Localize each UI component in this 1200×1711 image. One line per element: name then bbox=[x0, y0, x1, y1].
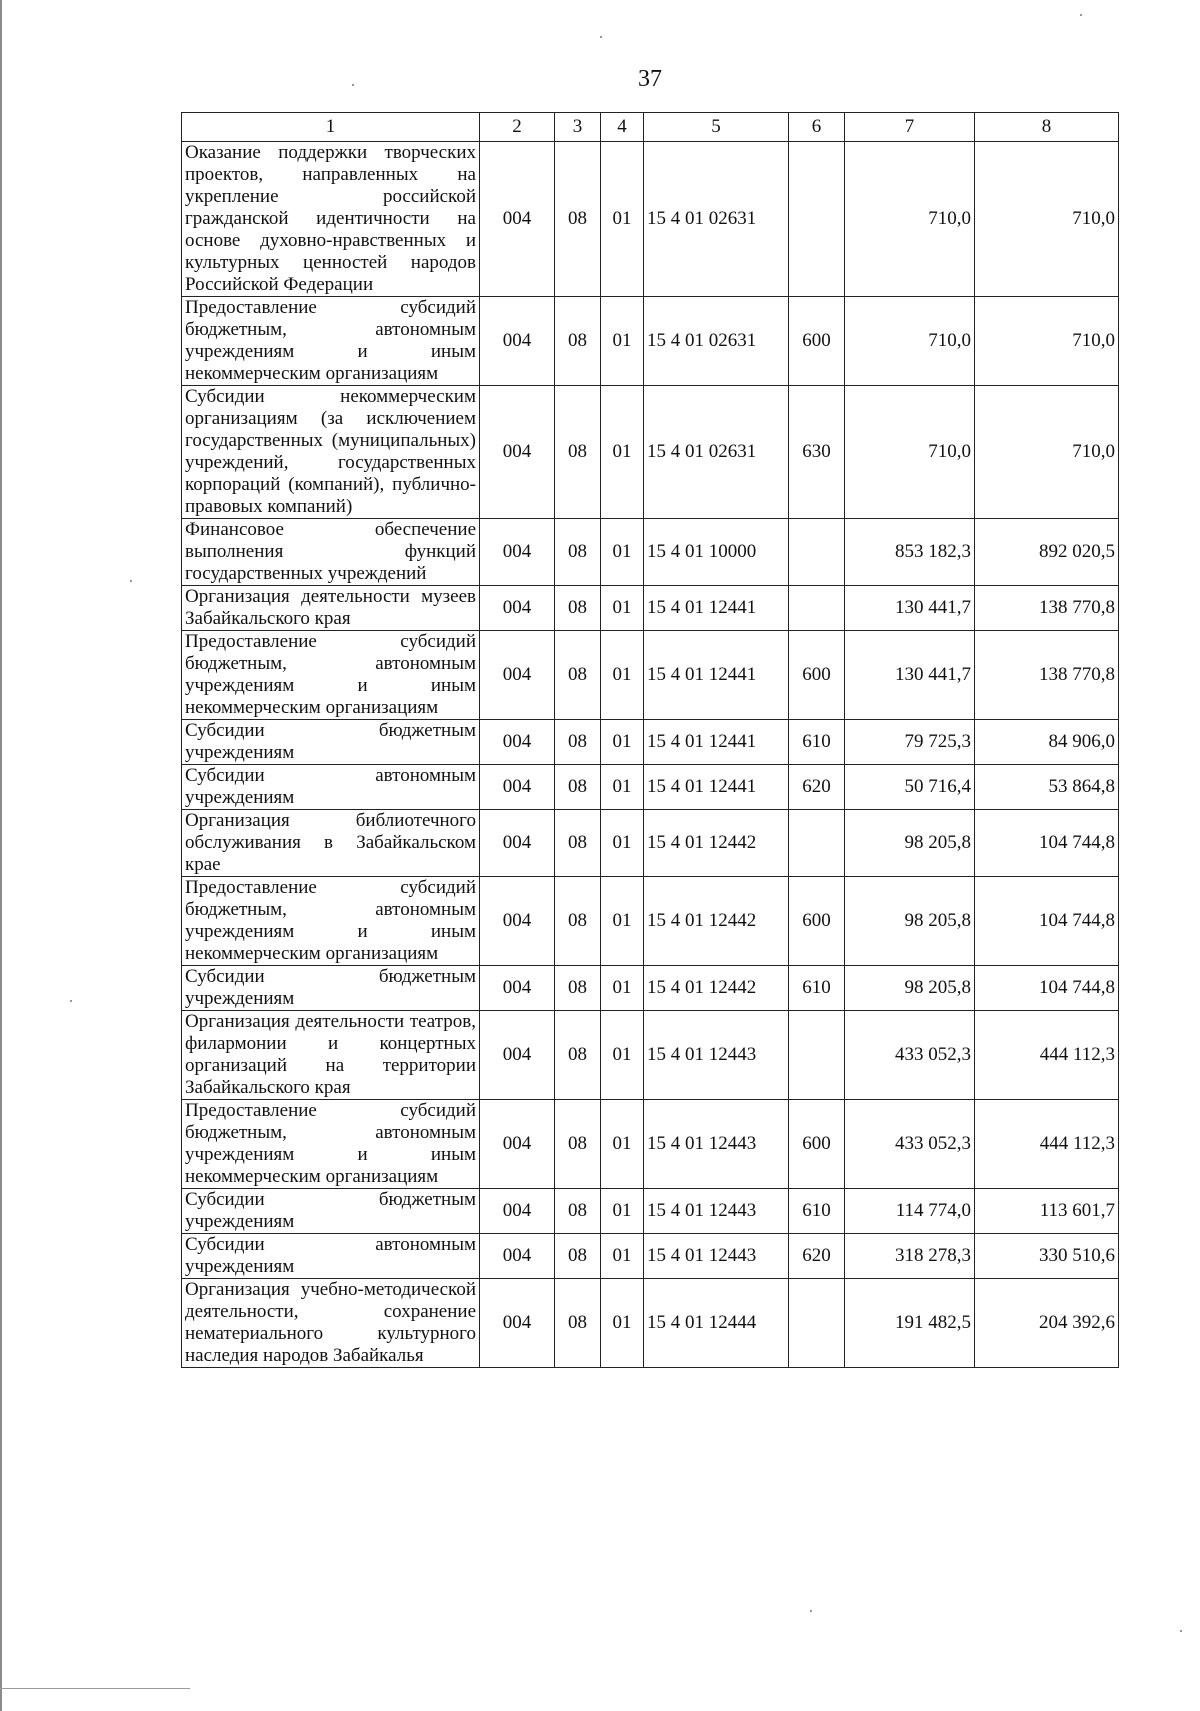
cell-subsection: 01 bbox=[601, 297, 644, 386]
cell-amount-col7: 114 774,0 bbox=[845, 1189, 975, 1234]
column-header: 6 bbox=[789, 113, 845, 142]
scan-left-edge bbox=[0, 0, 2, 1711]
cell-amount-col8: 104 744,8 bbox=[975, 810, 1119, 877]
cell-code: 004 bbox=[480, 586, 555, 631]
cell-expense-type bbox=[789, 519, 845, 586]
cell-target-article: 15 4 01 12441 bbox=[644, 586, 789, 631]
cell-target-article: 15 4 01 02631 bbox=[644, 142, 789, 297]
cell-section: 08 bbox=[555, 720, 601, 765]
cell-amount-col8: 710,0 bbox=[975, 297, 1119, 386]
cell-expense-type: 600 bbox=[789, 297, 845, 386]
cell-expense-type: 610 bbox=[789, 1189, 845, 1234]
row-name: Организация учебно-методической деятельности, сохранение нематериального культурного наследия народов Забайкалья bbox=[182, 1279, 480, 1368]
column-header: 5 bbox=[644, 113, 789, 142]
cell-subsection: 01 bbox=[601, 631, 644, 720]
cell-amount-col8: 204 392,6 bbox=[975, 1279, 1119, 1368]
cell-amount-col8: 138 770,8 bbox=[975, 631, 1119, 720]
scan-bottom-mark bbox=[0, 1688, 190, 1689]
table-row bbox=[182, 386, 1119, 519]
cell-expense-type: 620 bbox=[789, 1234, 845, 1279]
cell-code: 004 bbox=[480, 386, 555, 519]
cell-code: 004 bbox=[480, 1189, 555, 1234]
table-row bbox=[182, 966, 1119, 1011]
cell-target-article: 15 4 01 12442 bbox=[644, 877, 789, 966]
cell-amount-col7: 318 278,3 bbox=[845, 1234, 975, 1279]
cell-amount-col8: 710,0 bbox=[975, 142, 1119, 297]
table-row bbox=[182, 765, 1119, 810]
cell-amount-col7: 433 052,3 bbox=[845, 1011, 975, 1100]
table-header-row bbox=[182, 113, 1119, 142]
cell-subsection: 01 bbox=[601, 810, 644, 877]
cell-code: 004 bbox=[480, 877, 555, 966]
cell-subsection: 01 bbox=[601, 966, 644, 1011]
table-row bbox=[182, 877, 1119, 966]
cell-expense-type bbox=[789, 810, 845, 877]
table-row bbox=[182, 810, 1119, 877]
cell-target-article: 15 4 01 12444 bbox=[644, 1279, 789, 1368]
row-name: Субсидии бюджетным учреждениям bbox=[182, 1189, 480, 1234]
cell-section: 08 bbox=[555, 586, 601, 631]
table-row bbox=[182, 586, 1119, 631]
scan-speck bbox=[600, 36, 602, 38]
cell-subsection: 01 bbox=[601, 586, 644, 631]
cell-target-article: 15 4 01 12443 bbox=[644, 1100, 789, 1189]
cell-target-article: 15 4 01 12442 bbox=[644, 966, 789, 1011]
cell-amount-col7: 710,0 bbox=[845, 142, 975, 297]
cell-section: 08 bbox=[555, 1011, 601, 1100]
cell-code: 004 bbox=[480, 519, 555, 586]
cell-section: 08 bbox=[555, 297, 601, 386]
cell-expense-type: 610 bbox=[789, 720, 845, 765]
cell-expense-type: 630 bbox=[789, 386, 845, 519]
cell-amount-col8: 113 601,7 bbox=[975, 1189, 1119, 1234]
column-header: 7 bbox=[845, 113, 975, 142]
cell-amount-col7: 98 205,8 bbox=[845, 810, 975, 877]
cell-target-article: 15 4 01 12441 bbox=[644, 720, 789, 765]
cell-code: 004 bbox=[480, 1011, 555, 1100]
cell-subsection: 01 bbox=[601, 1100, 644, 1189]
cell-expense-type bbox=[789, 586, 845, 631]
cell-amount-col7: 191 482,5 bbox=[845, 1279, 975, 1368]
cell-amount-col7: 710,0 bbox=[845, 297, 975, 386]
row-name: Предоставление субсидий бюджетным, автономным учреждениям и иным некоммерческим организациям bbox=[182, 297, 480, 386]
cell-section: 08 bbox=[555, 519, 601, 586]
cell-amount-col7: 433 052,3 bbox=[845, 1100, 975, 1189]
cell-subsection: 01 bbox=[601, 386, 644, 519]
table-row bbox=[182, 1100, 1119, 1189]
table-row bbox=[182, 720, 1119, 765]
cell-amount-col7: 130 441,7 bbox=[845, 586, 975, 631]
cell-subsection: 01 bbox=[601, 519, 644, 586]
table-row bbox=[182, 1011, 1119, 1100]
cell-amount-col7: 98 205,8 bbox=[845, 877, 975, 966]
page-number: 37 bbox=[638, 66, 662, 92]
cell-amount-col7: 98 205,8 bbox=[845, 966, 975, 1011]
cell-amount-col8: 84 906,0 bbox=[975, 720, 1119, 765]
column-header: 3 bbox=[555, 113, 601, 142]
cell-target-article: 15 4 01 12442 bbox=[644, 810, 789, 877]
row-name: Субсидии некоммерческим организациям (за исключением государственных (муниципальных) учреждений, государственных корпораций (компаний), публично-правовых компаний) bbox=[182, 386, 480, 519]
cell-amount-col8: 444 112,3 bbox=[975, 1011, 1119, 1100]
cell-expense-type: 610 bbox=[789, 966, 845, 1011]
cell-section: 08 bbox=[555, 810, 601, 877]
row-name: Предоставление субсидий бюджетным, автономным учреждениям и иным некоммерческим организациям bbox=[182, 877, 480, 966]
cell-section: 08 bbox=[555, 1189, 601, 1234]
cell-section: 08 bbox=[555, 765, 601, 810]
cell-subsection: 01 bbox=[601, 720, 644, 765]
cell-section: 08 bbox=[555, 877, 601, 966]
cell-subsection: 01 bbox=[601, 1189, 644, 1234]
column-header: 4 bbox=[601, 113, 644, 142]
cell-code: 004 bbox=[480, 720, 555, 765]
cell-expense-type bbox=[789, 1279, 845, 1368]
cell-code: 004 bbox=[480, 142, 555, 297]
cell-section: 08 bbox=[555, 966, 601, 1011]
cell-section: 08 bbox=[555, 1279, 601, 1368]
row-name: Субсидии бюджетным учреждениям bbox=[182, 966, 480, 1011]
cell-expense-type: 620 bbox=[789, 765, 845, 810]
row-name: Оказание поддержки творческих проектов, направленных на укрепление российской гражданской идентичности на основе духовно-нравственных и культурных ценностей народов Российской Федерации bbox=[182, 142, 480, 297]
cell-amount-col7: 710,0 bbox=[845, 386, 975, 519]
scan-speck bbox=[810, 1610, 812, 1612]
cell-target-article: 15 4 01 12441 bbox=[644, 765, 789, 810]
column-header: 8 bbox=[975, 113, 1119, 142]
table-row bbox=[182, 631, 1119, 720]
cell-section: 08 bbox=[555, 142, 601, 297]
scan-speck bbox=[352, 84, 354, 86]
table-row bbox=[182, 1234, 1119, 1279]
row-name: Предоставление субсидий бюджетным, автономным учреждениям и иным некоммерческим организациям bbox=[182, 1100, 480, 1189]
cell-subsection: 01 bbox=[601, 1011, 644, 1100]
cell-subsection: 01 bbox=[601, 877, 644, 966]
cell-target-article: 15 4 01 12443 bbox=[644, 1189, 789, 1234]
cell-target-article: 15 4 01 02631 bbox=[644, 386, 789, 519]
scan-speck bbox=[1080, 14, 1082, 16]
scan-speck bbox=[1180, 1630, 1182, 1632]
cell-subsection: 01 bbox=[601, 765, 644, 810]
cell-code: 004 bbox=[480, 297, 555, 386]
scan-speck bbox=[70, 1000, 72, 1002]
row-name: Субсидии бюджетным учреждениям bbox=[182, 720, 480, 765]
table-row bbox=[182, 142, 1119, 297]
table-row bbox=[182, 297, 1119, 386]
table-row bbox=[182, 519, 1119, 586]
column-header: 2 bbox=[480, 113, 555, 142]
cell-section: 08 bbox=[555, 631, 601, 720]
table-row bbox=[182, 1279, 1119, 1368]
cell-amount-col7: 853 182,3 bbox=[845, 519, 975, 586]
cell-amount-col8: 710,0 bbox=[975, 386, 1119, 519]
row-name: Предоставление субсидий бюджетным, автономным учреждениям и иным некоммерческим организациям bbox=[182, 631, 480, 720]
cell-code: 004 bbox=[480, 1100, 555, 1189]
cell-amount-col8: 330 510,6 bbox=[975, 1234, 1119, 1279]
row-name: Организация деятельности музеев Забайкальского края bbox=[182, 586, 480, 631]
cell-amount-col8: 138 770,8 bbox=[975, 586, 1119, 631]
table-row bbox=[182, 1189, 1119, 1234]
budget-table bbox=[181, 112, 1119, 1368]
cell-subsection: 01 bbox=[601, 1234, 644, 1279]
row-name: Организация библиотечного обслуживания в Забайкальском крае bbox=[182, 810, 480, 877]
cell-expense-type: 600 bbox=[789, 631, 845, 720]
cell-target-article: 15 4 01 12443 bbox=[644, 1234, 789, 1279]
cell-amount-col7: 50 716,4 bbox=[845, 765, 975, 810]
column-header: 1 bbox=[182, 113, 480, 142]
cell-expense-type bbox=[789, 1011, 845, 1100]
scan-speck bbox=[130, 580, 132, 582]
cell-code: 004 bbox=[480, 810, 555, 877]
cell-target-article: 15 4 01 02631 bbox=[644, 297, 789, 386]
cell-subsection: 01 bbox=[601, 142, 644, 297]
cell-code: 004 bbox=[480, 765, 555, 810]
cell-code: 004 bbox=[480, 1279, 555, 1368]
cell-amount-col8: 104 744,8 bbox=[975, 877, 1119, 966]
row-name: Субсидии автономным учреждениям bbox=[182, 765, 480, 810]
row-name: Организация деятельности театров, филармонии и концертных организаций на территории Забайкальского края bbox=[182, 1011, 480, 1100]
cell-code: 004 bbox=[480, 631, 555, 720]
cell-target-article: 15 4 01 12443 bbox=[644, 1011, 789, 1100]
cell-section: 08 bbox=[555, 1100, 601, 1189]
cell-amount-col8: 53 864,8 bbox=[975, 765, 1119, 810]
cell-section: 08 bbox=[555, 386, 601, 519]
cell-subsection: 01 bbox=[601, 1279, 644, 1368]
cell-expense-type: 600 bbox=[789, 1100, 845, 1189]
cell-target-article: 15 4 01 12441 bbox=[644, 631, 789, 720]
cell-amount-col8: 104 744,8 bbox=[975, 966, 1119, 1011]
cell-amount-col7: 130 441,7 bbox=[845, 631, 975, 720]
cell-amount-col8: 444 112,3 bbox=[975, 1100, 1119, 1189]
cell-code: 004 bbox=[480, 1234, 555, 1279]
row-name: Субсидии автономным учреждениям bbox=[182, 1234, 480, 1279]
row-name: Финансовое обеспечение выполнения функций государственных учреждений bbox=[182, 519, 480, 586]
cell-code: 004 bbox=[480, 966, 555, 1011]
cell-amount-col7: 79 725,3 bbox=[845, 720, 975, 765]
cell-expense-type: 600 bbox=[789, 877, 845, 966]
cell-expense-type bbox=[789, 142, 845, 297]
cell-target-article: 15 4 01 10000 bbox=[644, 519, 789, 586]
cell-amount-col8: 892 020,5 bbox=[975, 519, 1119, 586]
cell-section: 08 bbox=[555, 1234, 601, 1279]
